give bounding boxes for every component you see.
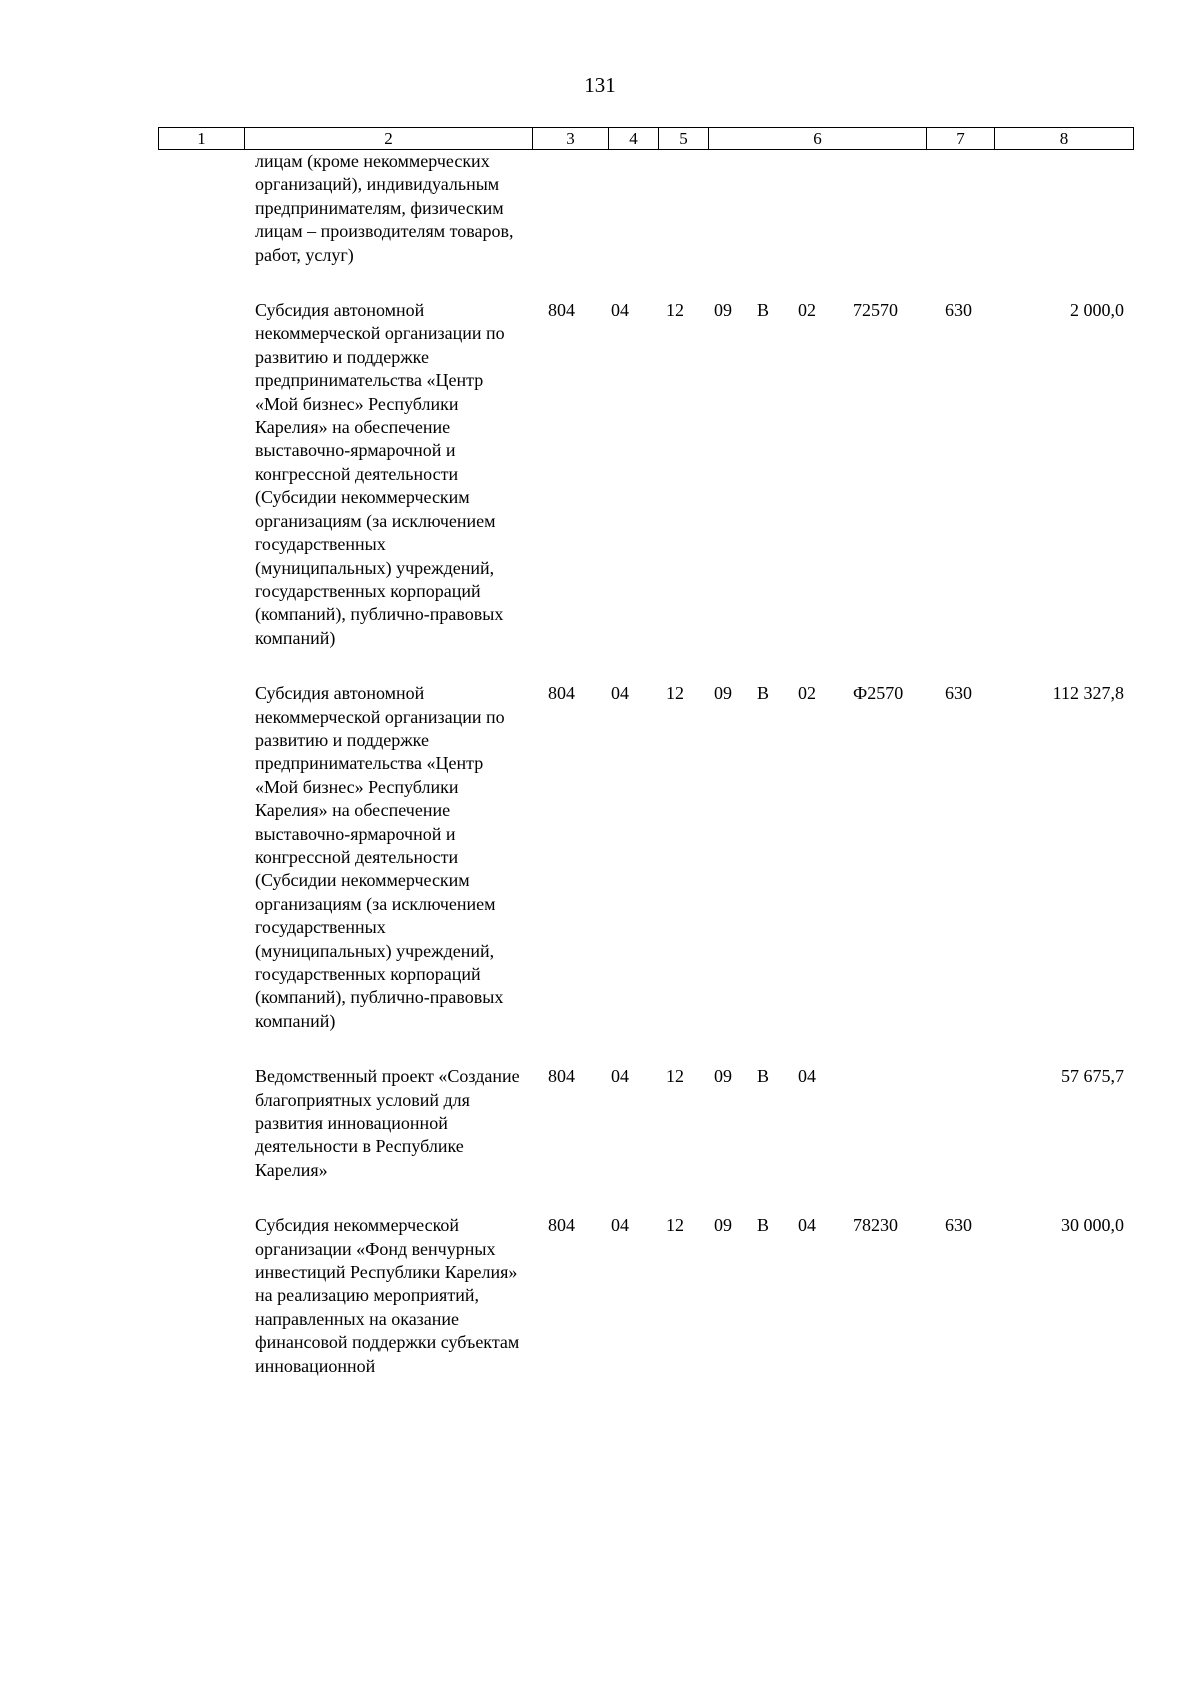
row-ministry-code: 804 (548, 683, 575, 704)
header-col-4: 4 (609, 128, 659, 149)
row-program-code: 09 (714, 683, 732, 704)
row-subsection-code: 12 (666, 1215, 684, 1236)
row-program-type-code: В (757, 1215, 770, 1236)
row-subsection-code: 12 (666, 683, 684, 704)
row-ministry-code: 804 (548, 1066, 575, 1087)
header-col-6: 6 (709, 128, 927, 149)
row-project-code: 02 (798, 300, 816, 321)
row-program-code: 09 (714, 1215, 732, 1236)
row-ministry-code: 804 (548, 300, 575, 321)
row-program-code: 09 (714, 1066, 732, 1087)
table-row (0, 150, 1200, 267)
header-col-5: 5 (659, 128, 709, 149)
header-col-2: 2 (245, 128, 533, 149)
table-body (0, 150, 1200, 1378)
row-name: Ведомственный проект «Создание благоприятных условий для развития инновационной деятельности в Республике Карелия» (255, 1066, 520, 1180)
header-col-8: 8 (1059, 129, 1069, 148)
row-amount: 30 000,0 (1061, 1215, 1124, 1236)
table-row (0, 299, 1200, 650)
header-col-3: 3 (533, 128, 609, 149)
row-expense-type-code: 630 (945, 300, 972, 321)
row-program-type-code: В (757, 683, 770, 704)
row-ministry-code: 804 (548, 1215, 575, 1236)
row-section-code: 04 (611, 1066, 629, 1087)
header-col-1: 1 (159, 128, 245, 149)
row-project-code: 02 (798, 683, 816, 704)
row-amount: 2 000,0 (1070, 300, 1124, 321)
table-row (0, 1214, 1200, 1378)
row-name: Субсидия некоммерческой организации «Фонд венчурных инвестиций Республики Карелия» на реализацию мероприятий, направленных на оказание финансовой поддержки субъектам инновационной (255, 1215, 520, 1376)
row-direction-code: 72570 (853, 300, 898, 321)
row-section-code: 04 (611, 1215, 629, 1236)
row-section-code: 04 (611, 300, 629, 321)
header-col-7: 7 (927, 128, 995, 149)
row-program-code: 09 (714, 300, 732, 321)
row-name: Субсидия автономной некоммерческой организации по развитию и поддержке предпринимательства «Центр «Мой бизнес» Республики Карелия» на обеспечение выставочно-ярмарочной и конгрессной деятельности (Субсидии некоммерческим организациям (за исключением государственных (муниципальных) учреждений, государственных корпораций (компаний), публично-правовых компаний) (255, 683, 505, 1031)
row-name: лицам (кроме некоммерческих организаций), индивидуальным предпринимателям, физическим лицам – производителям товаров, работ, услуг) (255, 151, 514, 265)
row-direction-code: Ф2570 (853, 683, 904, 704)
page-number: 131 (584, 73, 616, 97)
row-subsection-code: 12 (666, 300, 684, 321)
table-row (0, 682, 1200, 1033)
row-amount: 112 327,8 (1052, 683, 1124, 704)
row-program-type-code: В (757, 1066, 770, 1087)
row-program-type-code: В (757, 300, 770, 321)
row-expense-type-code: 630 (945, 1215, 972, 1236)
row-project-code: 04 (798, 1066, 816, 1087)
row-subsection-code: 12 (666, 1066, 684, 1087)
table-header (158, 127, 1134, 150)
row-section-code: 04 (611, 683, 629, 704)
row-expense-type-code: 630 (945, 683, 972, 704)
row-amount: 57 675,7 (1061, 1066, 1124, 1087)
table-row (0, 1065, 1200, 1182)
row-direction-code: 78230 (853, 1215, 898, 1236)
row-name: Субсидия автономной некоммерческой организации по развитию и поддержке предпринимательства «Центр «Мой бизнес» Республики Карелия» на обеспечение выставочно-ярмарочной и конгрессной деятельности (Субсидии некоммерческим организациям (за исключением государственных (муниципальных) учреждений, государственных корпораций (компаний), публично-правовых компаний) (255, 300, 505, 648)
row-project-code: 04 (798, 1215, 816, 1236)
